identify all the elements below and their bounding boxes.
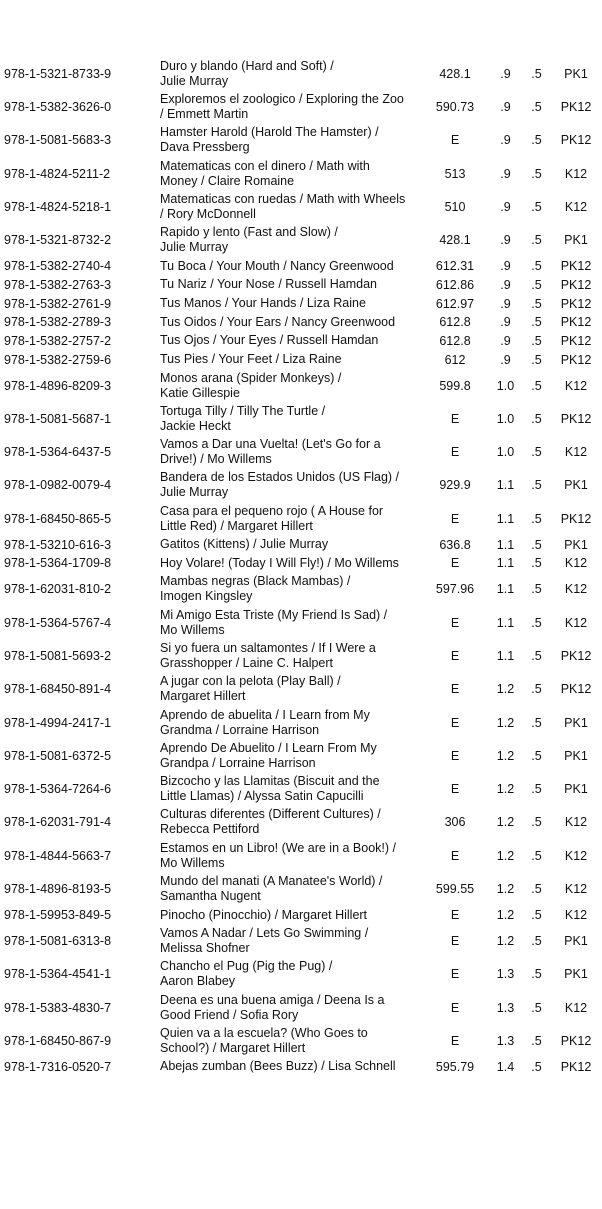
isbn-cell: 978-1-62031-810-2 xyxy=(4,582,112,597)
reading-level-cell: 1.3 xyxy=(496,967,515,982)
isbn-cell: 978-1-5382-3626-0 xyxy=(4,99,112,114)
isbn-cell: 978-1-5081-6313-8 xyxy=(4,934,112,949)
points-cell: .5 xyxy=(531,511,542,526)
reading-level-cell: 1.3 xyxy=(496,1033,515,1048)
isbn-cell: 978-1-5382-2761-9 xyxy=(4,296,112,311)
grade-range-cell: PK1 xyxy=(564,233,588,248)
grade-range-cell: PK12 xyxy=(560,511,592,526)
book-row xyxy=(0,806,602,839)
reading-level-cell: .9 xyxy=(500,66,511,81)
grade-range-cell: K12 xyxy=(564,908,588,923)
reading-level-cell: 1.2 xyxy=(496,848,515,863)
title-author-cell: Mambas negras (Black Mambas) / Imogen Kingsley xyxy=(160,574,351,604)
points-cell: .5 xyxy=(531,378,542,393)
book-row xyxy=(0,606,602,639)
grade-range-cell: PK12 xyxy=(560,1059,592,1074)
grade-range-cell: K12 xyxy=(564,815,588,830)
book-row xyxy=(0,958,602,991)
isbn-cell: 978-1-4824-5211-2 xyxy=(4,166,111,181)
reading-level-cell: 1.1 xyxy=(496,511,515,526)
isbn-cell: 978-1-5081-6372-5 xyxy=(4,748,112,763)
book-row xyxy=(0,332,602,351)
title-author-cell: Matematicas con el dinero / Math with Money / Claire Romaine xyxy=(160,158,370,188)
isbn-cell: 978-1-5364-7264-6 xyxy=(4,782,112,797)
grade-range-cell: PK12 xyxy=(560,133,592,148)
dewey-cell: 428.1 xyxy=(439,233,471,248)
book-row xyxy=(0,350,602,369)
dewey-cell: 612.8 xyxy=(439,333,471,348)
grade-range-cell: K12 xyxy=(564,166,588,181)
grade-range-cell: PK12 xyxy=(560,649,592,663)
title-author-cell: Tus Oidos / Your Ears / Nancy Greenwood xyxy=(160,314,396,329)
points-cell: .5 xyxy=(531,882,542,897)
title-author-cell: Tus Pies / Your Feet / Liza Raine xyxy=(160,352,342,367)
title-author-cell: Bizcocho y las Llamitas (Biscuit and the Little Llamas) / Alyssa Satin Capucilli xyxy=(160,774,380,804)
title-author-cell: Si yo fuera un saltamontes / If I Were a Grasshopper / Laine C. Halpert xyxy=(160,641,376,670)
reading-level-cell: .9 xyxy=(500,296,511,311)
title-author-cell: Aprendo de abuelita / I Learn from My Grandma / Lorraine Harrison xyxy=(160,707,370,737)
reading-level-cell: 1.1 xyxy=(496,478,515,493)
title-author-cell: A jugar con la pelota (Play Ball) / Margaret Hillert xyxy=(160,674,341,704)
title-author-cell: Gatitos (Kittens) / Julie Murray xyxy=(160,537,329,552)
reading-level-cell: 1.3 xyxy=(496,1000,515,1015)
title-author-cell: Vamos a Dar una Vuelta! (Let's Go for a Drive!) / Mo Willems xyxy=(160,437,381,467)
reading-level-cell: 1.2 xyxy=(496,782,515,797)
grade-range-cell: PK12 xyxy=(560,411,592,426)
isbn-cell: 978-1-4994-2417-1 xyxy=(4,715,112,730)
book-row xyxy=(0,294,602,313)
dewey-cell: 636.8 xyxy=(439,537,471,552)
title-author-cell: Tus Manos / Your Hands / Liza Raine xyxy=(160,296,366,310)
grade-range-cell: PK1 xyxy=(564,715,588,730)
book-row xyxy=(0,872,602,905)
isbn-cell: 978-1-59953-849-5 xyxy=(4,908,112,923)
points-cell: .5 xyxy=(531,934,542,949)
isbn-cell: 978-1-68450-891-4 xyxy=(4,682,112,697)
isbn-cell: 978-1-68450-865-5 xyxy=(4,511,112,526)
points-cell: .5 xyxy=(531,537,542,552)
grade-range-cell: K12 xyxy=(564,882,588,897)
grade-range-cell: PK12 xyxy=(560,352,592,367)
reading-level-cell: 1.2 xyxy=(496,748,515,763)
book-row xyxy=(0,1024,602,1057)
grade-range-cell: K12 xyxy=(564,378,588,393)
title-author-cell: Mundo del manati (A Manatee's World) / Samantha Nugent xyxy=(160,874,383,904)
title-author-cell: Casa para el pequeno rojo ( A House for Little Red) / Margaret Hillert xyxy=(160,503,384,533)
points-cell: .5 xyxy=(531,715,542,730)
book-row xyxy=(0,190,602,223)
isbn-cell: 978-1-5382-2759-6 xyxy=(4,352,112,367)
dewey-cell: E xyxy=(450,511,460,526)
title-author-cell: Matematicas con ruedas / Math with Wheels / Rory McDonnell xyxy=(160,191,406,221)
isbn-cell: 978-1-5383-4830-7 xyxy=(4,1000,112,1015)
points-cell: .5 xyxy=(531,582,542,597)
book-row xyxy=(0,673,602,706)
dewey-cell: E xyxy=(450,908,460,923)
isbn-cell: 978-1-4896-8193-5 xyxy=(4,882,112,897)
reading-level-cell: .9 xyxy=(500,333,511,348)
dewey-cell: 510 xyxy=(444,199,466,214)
grade-range-cell: K12 xyxy=(564,1000,588,1015)
isbn-cell: 978-1-5382-2763-3 xyxy=(4,277,112,292)
title-author-cell: Pinocho (Pinocchio) / Margaret Hillert xyxy=(160,907,368,922)
dewey-cell: 612.86 xyxy=(435,277,475,292)
book-row xyxy=(0,924,602,957)
reading-level-cell: .9 xyxy=(500,133,511,148)
book-row xyxy=(0,739,602,772)
title-author-cell: Vamos A Nadar / Lets Go Swimming / Melissa Shofner xyxy=(160,926,369,956)
points-cell: .5 xyxy=(531,748,542,763)
points-cell: .5 xyxy=(531,166,542,181)
book-list xyxy=(0,57,602,1076)
reading-level-cell: .9 xyxy=(500,166,511,181)
book-row xyxy=(0,535,602,554)
points-cell: .5 xyxy=(531,1000,542,1015)
points-cell: .5 xyxy=(531,296,542,311)
isbn-cell: 978-1-5081-5683-3 xyxy=(4,133,112,148)
dewey-cell: 428.1 xyxy=(439,66,471,81)
title-author-cell: Bandera de los Estados Unidos (US Flag) / Julie Murray xyxy=(160,470,400,500)
dewey-cell: 612 xyxy=(444,352,466,367)
dewey-cell: 597.96 xyxy=(435,582,475,597)
grade-range-cell: K12 xyxy=(564,556,588,571)
grade-range-cell: K12 xyxy=(564,199,588,214)
points-cell: .5 xyxy=(531,908,542,923)
isbn-cell: 978-1-5321-8732-2 xyxy=(4,233,112,248)
dewey-cell: E xyxy=(450,715,460,730)
reading-level-cell: 1.2 xyxy=(496,815,515,830)
grade-range-cell: PK12 xyxy=(560,682,592,697)
reading-level-cell: 1.2 xyxy=(496,682,515,697)
dewey-cell: 599.55 xyxy=(435,882,475,897)
dewey-cell: 612.97 xyxy=(435,296,475,311)
dewey-cell: E xyxy=(450,934,460,949)
isbn-cell: 978-1-68450-867-9 xyxy=(4,1033,112,1048)
isbn-cell: 978-1-5364-1709-8 xyxy=(4,556,112,571)
points-cell: .5 xyxy=(531,199,542,214)
title-author-cell: Hamster Harold (Harold The Hamster) / Dava Pressberg xyxy=(160,125,379,155)
reading-level-cell: 1.1 xyxy=(496,615,515,630)
dewey-cell: 306 xyxy=(444,815,466,830)
grade-range-cell: PK12 xyxy=(560,333,592,348)
reading-level-cell: 1.2 xyxy=(496,908,515,923)
points-cell: .5 xyxy=(531,352,542,367)
points-cell: .5 xyxy=(531,1059,542,1074)
reading-level-cell: 1.1 xyxy=(496,556,515,571)
book-row xyxy=(0,554,602,573)
book-row xyxy=(0,839,602,872)
book-row xyxy=(0,773,602,806)
title-author-cell: Quien va a la escuela? (Who Goes to School?) / Margaret Hillert xyxy=(160,1025,368,1055)
book-row xyxy=(0,275,602,294)
dewey-cell: E xyxy=(450,682,460,697)
grade-range-cell: PK12 xyxy=(560,1033,592,1048)
reading-level-cell: 1.0 xyxy=(496,445,515,460)
book-row xyxy=(0,906,602,925)
isbn-cell: 978-1-7316-0520-7 xyxy=(4,1059,112,1074)
reading-level-cell: 1.2 xyxy=(496,882,515,897)
book-row xyxy=(0,90,602,123)
grade-range-cell: PK1 xyxy=(564,478,588,493)
book-row xyxy=(0,436,602,469)
grade-range-cell: PK12 xyxy=(560,99,592,114)
reading-level-cell: .9 xyxy=(500,259,511,274)
book-row xyxy=(0,402,602,435)
dewey-cell: E xyxy=(450,411,460,426)
isbn-cell: 978-1-4824-5218-1 xyxy=(4,199,112,214)
title-author-cell: Estamos en un Libro! (We are in a Book!) / Mo Willems xyxy=(160,840,396,870)
title-author-cell: Exploremos el zoologico / Exploring the Zoo / Emmett Martin xyxy=(160,91,404,121)
grade-range-cell: K12 xyxy=(564,615,588,630)
grade-range-cell: PK1 xyxy=(564,967,588,982)
book-row xyxy=(0,991,602,1024)
title-author-cell: Duro y blando (Hard and Soft) / Julie Murray xyxy=(160,58,334,88)
book-row xyxy=(0,313,602,332)
book-row xyxy=(0,706,602,739)
dewey-cell: 599.8 xyxy=(439,378,471,393)
title-author-cell: Aprendo De Abuelito / I Learn From My Grandpa / Lorraine Harrison xyxy=(160,740,377,770)
grade-range-cell: PK12 xyxy=(560,315,592,330)
points-cell: .5 xyxy=(531,99,542,114)
points-cell: .5 xyxy=(531,967,542,982)
isbn-cell: 978-1-4896-8209-3 xyxy=(4,378,112,393)
grade-range-cell: PK1 xyxy=(564,782,588,797)
book-row xyxy=(0,124,602,157)
points-cell: .5 xyxy=(531,333,542,348)
reading-level-cell: 1.1 xyxy=(496,582,515,597)
isbn-cell: 978-1-62031-791-4 xyxy=(4,815,112,830)
reading-level-cell: 1.2 xyxy=(496,715,515,730)
dewey-cell: E xyxy=(450,1033,460,1048)
points-cell: .5 xyxy=(531,782,542,797)
grade-range-cell: K12 xyxy=(564,445,588,460)
points-cell: .5 xyxy=(531,259,542,274)
dewey-cell: 595.79 xyxy=(435,1059,475,1074)
isbn-cell: 978-1-5382-2757-2 xyxy=(4,333,112,348)
title-author-cell: Tus Ojos / Your Eyes / Russell Hamdan xyxy=(160,333,379,348)
dewey-cell: E xyxy=(450,556,460,571)
reading-level-cell: 1.0 xyxy=(496,378,515,393)
book-row xyxy=(0,223,602,256)
book-row xyxy=(0,639,602,672)
isbn-cell: 978-1-0982-0079-4 xyxy=(4,478,112,493)
dewey-cell: E xyxy=(450,649,460,663)
title-author-cell: Chancho el Pug (Pig the Pug) / Aaron Blabey xyxy=(160,959,333,989)
points-cell: .5 xyxy=(531,615,542,630)
points-cell: .5 xyxy=(531,848,542,863)
title-author-cell: Rapido y lento (Fast and Slow) / Julie Murray xyxy=(160,225,338,255)
dewey-cell: 929.9 xyxy=(439,478,471,493)
reading-level-cell: 1.0 xyxy=(496,411,515,426)
isbn-cell: 978-1-53210-616-3 xyxy=(4,537,112,552)
grade-range-cell: PK1 xyxy=(564,537,588,552)
book-row xyxy=(0,257,602,276)
title-author-cell: Tu Boca / Your Mouth / Nancy Greenwood xyxy=(160,258,394,273)
dewey-cell: E xyxy=(450,782,460,797)
dewey-cell: 513 xyxy=(444,166,466,181)
isbn-cell: 978-1-5382-2740-4 xyxy=(4,259,112,274)
book-row xyxy=(0,573,602,606)
reading-level-cell: .9 xyxy=(500,233,511,248)
book-row xyxy=(0,502,602,535)
title-author-cell: Monos arana (Spider Monkeys) / Katie Gillespie xyxy=(160,370,342,400)
dewey-cell: E xyxy=(450,615,460,630)
points-cell: .5 xyxy=(531,133,542,148)
book-row xyxy=(0,1058,602,1077)
points-cell: .5 xyxy=(531,556,542,571)
title-author-cell: Hoy Volare! (Today I Will Fly!) / Mo Willems xyxy=(160,555,399,570)
isbn-cell: 978-1-5081-5693-2 xyxy=(4,649,112,663)
points-cell: .5 xyxy=(531,277,542,292)
reading-level-cell: .9 xyxy=(500,99,511,114)
grade-range-cell: PK1 xyxy=(564,934,588,949)
points-cell: .5 xyxy=(531,233,542,248)
dewey-cell: E xyxy=(450,1000,460,1015)
isbn-cell: 978-1-4844-5663-7 xyxy=(4,848,112,863)
reading-level-cell: .9 xyxy=(500,352,511,367)
grade-range-cell: PK12 xyxy=(560,259,592,274)
reading-level-cell: 1.1 xyxy=(496,649,515,663)
grade-range-cell: K12 xyxy=(564,848,588,863)
grade-range-cell: K12 xyxy=(564,582,588,597)
dewey-cell: 612.31 xyxy=(435,259,475,274)
dewey-cell: E xyxy=(450,967,460,982)
points-cell: .5 xyxy=(531,649,542,663)
grade-range-cell: PK12 xyxy=(560,296,592,311)
book-row xyxy=(0,369,602,402)
points-cell: .5 xyxy=(531,1033,542,1048)
title-author-cell: Culturas diferentes (Different Cultures) / Rebecca Pettiford xyxy=(160,807,381,837)
isbn-cell: 978-1-5364-6437-5 xyxy=(4,445,112,460)
grade-range-cell: PK1 xyxy=(564,748,588,763)
reading-level-cell: 1.4 xyxy=(496,1059,515,1074)
reading-level-cell: 1.1 xyxy=(496,537,515,552)
title-author-cell: Abejas zumban (Bees Buzz) / Lisa Schnell xyxy=(160,1059,396,1074)
title-author-cell: Tortuga Tilly / Tilly The Turtle / Jackie Heckt xyxy=(160,403,326,433)
book-row xyxy=(0,57,602,90)
points-cell: .5 xyxy=(531,478,542,493)
points-cell: .5 xyxy=(531,66,542,81)
title-author-cell: Tu Nariz / Your Nose / Russell Hamdan xyxy=(160,277,377,292)
points-cell: .5 xyxy=(531,682,542,697)
isbn-cell: 978-1-5364-5767-4 xyxy=(4,615,112,630)
isbn-cell: 978-1-5382-2789-3 xyxy=(4,315,112,330)
isbn-cell: 978-1-5364-4541-1 xyxy=(4,967,112,982)
isbn-cell: 978-1-5321-8733-9 xyxy=(4,66,112,81)
points-cell: .5 xyxy=(531,815,542,830)
title-author-cell: Deena es una buena amiga / Deena Is a Good Friend / Sofia Rory xyxy=(160,992,385,1022)
points-cell: .5 xyxy=(531,315,542,330)
dewey-cell: 612.8 xyxy=(439,315,471,330)
book-row xyxy=(0,157,602,190)
dewey-cell: E xyxy=(450,748,460,763)
book-row xyxy=(0,469,602,502)
grade-range-cell: PK12 xyxy=(560,277,592,292)
dewey-cell: 590.73 xyxy=(435,99,475,114)
grade-range-cell: PK1 xyxy=(564,66,588,81)
dewey-cell: E xyxy=(450,445,460,460)
isbn-cell: 978-1-5081-5687-1 xyxy=(4,411,112,426)
reading-level-cell: .9 xyxy=(500,315,511,330)
dewey-cell: E xyxy=(450,133,460,148)
title-author-cell: Mi Amigo Esta Triste (My Friend Is Sad) / Mo Willems xyxy=(160,607,388,637)
reading-level-cell: .9 xyxy=(500,277,511,292)
points-cell: .5 xyxy=(531,445,542,460)
points-cell: .5 xyxy=(531,411,542,426)
reading-level-cell: 1.2 xyxy=(496,934,515,949)
dewey-cell: E xyxy=(450,848,460,863)
reading-level-cell: .9 xyxy=(500,199,511,214)
